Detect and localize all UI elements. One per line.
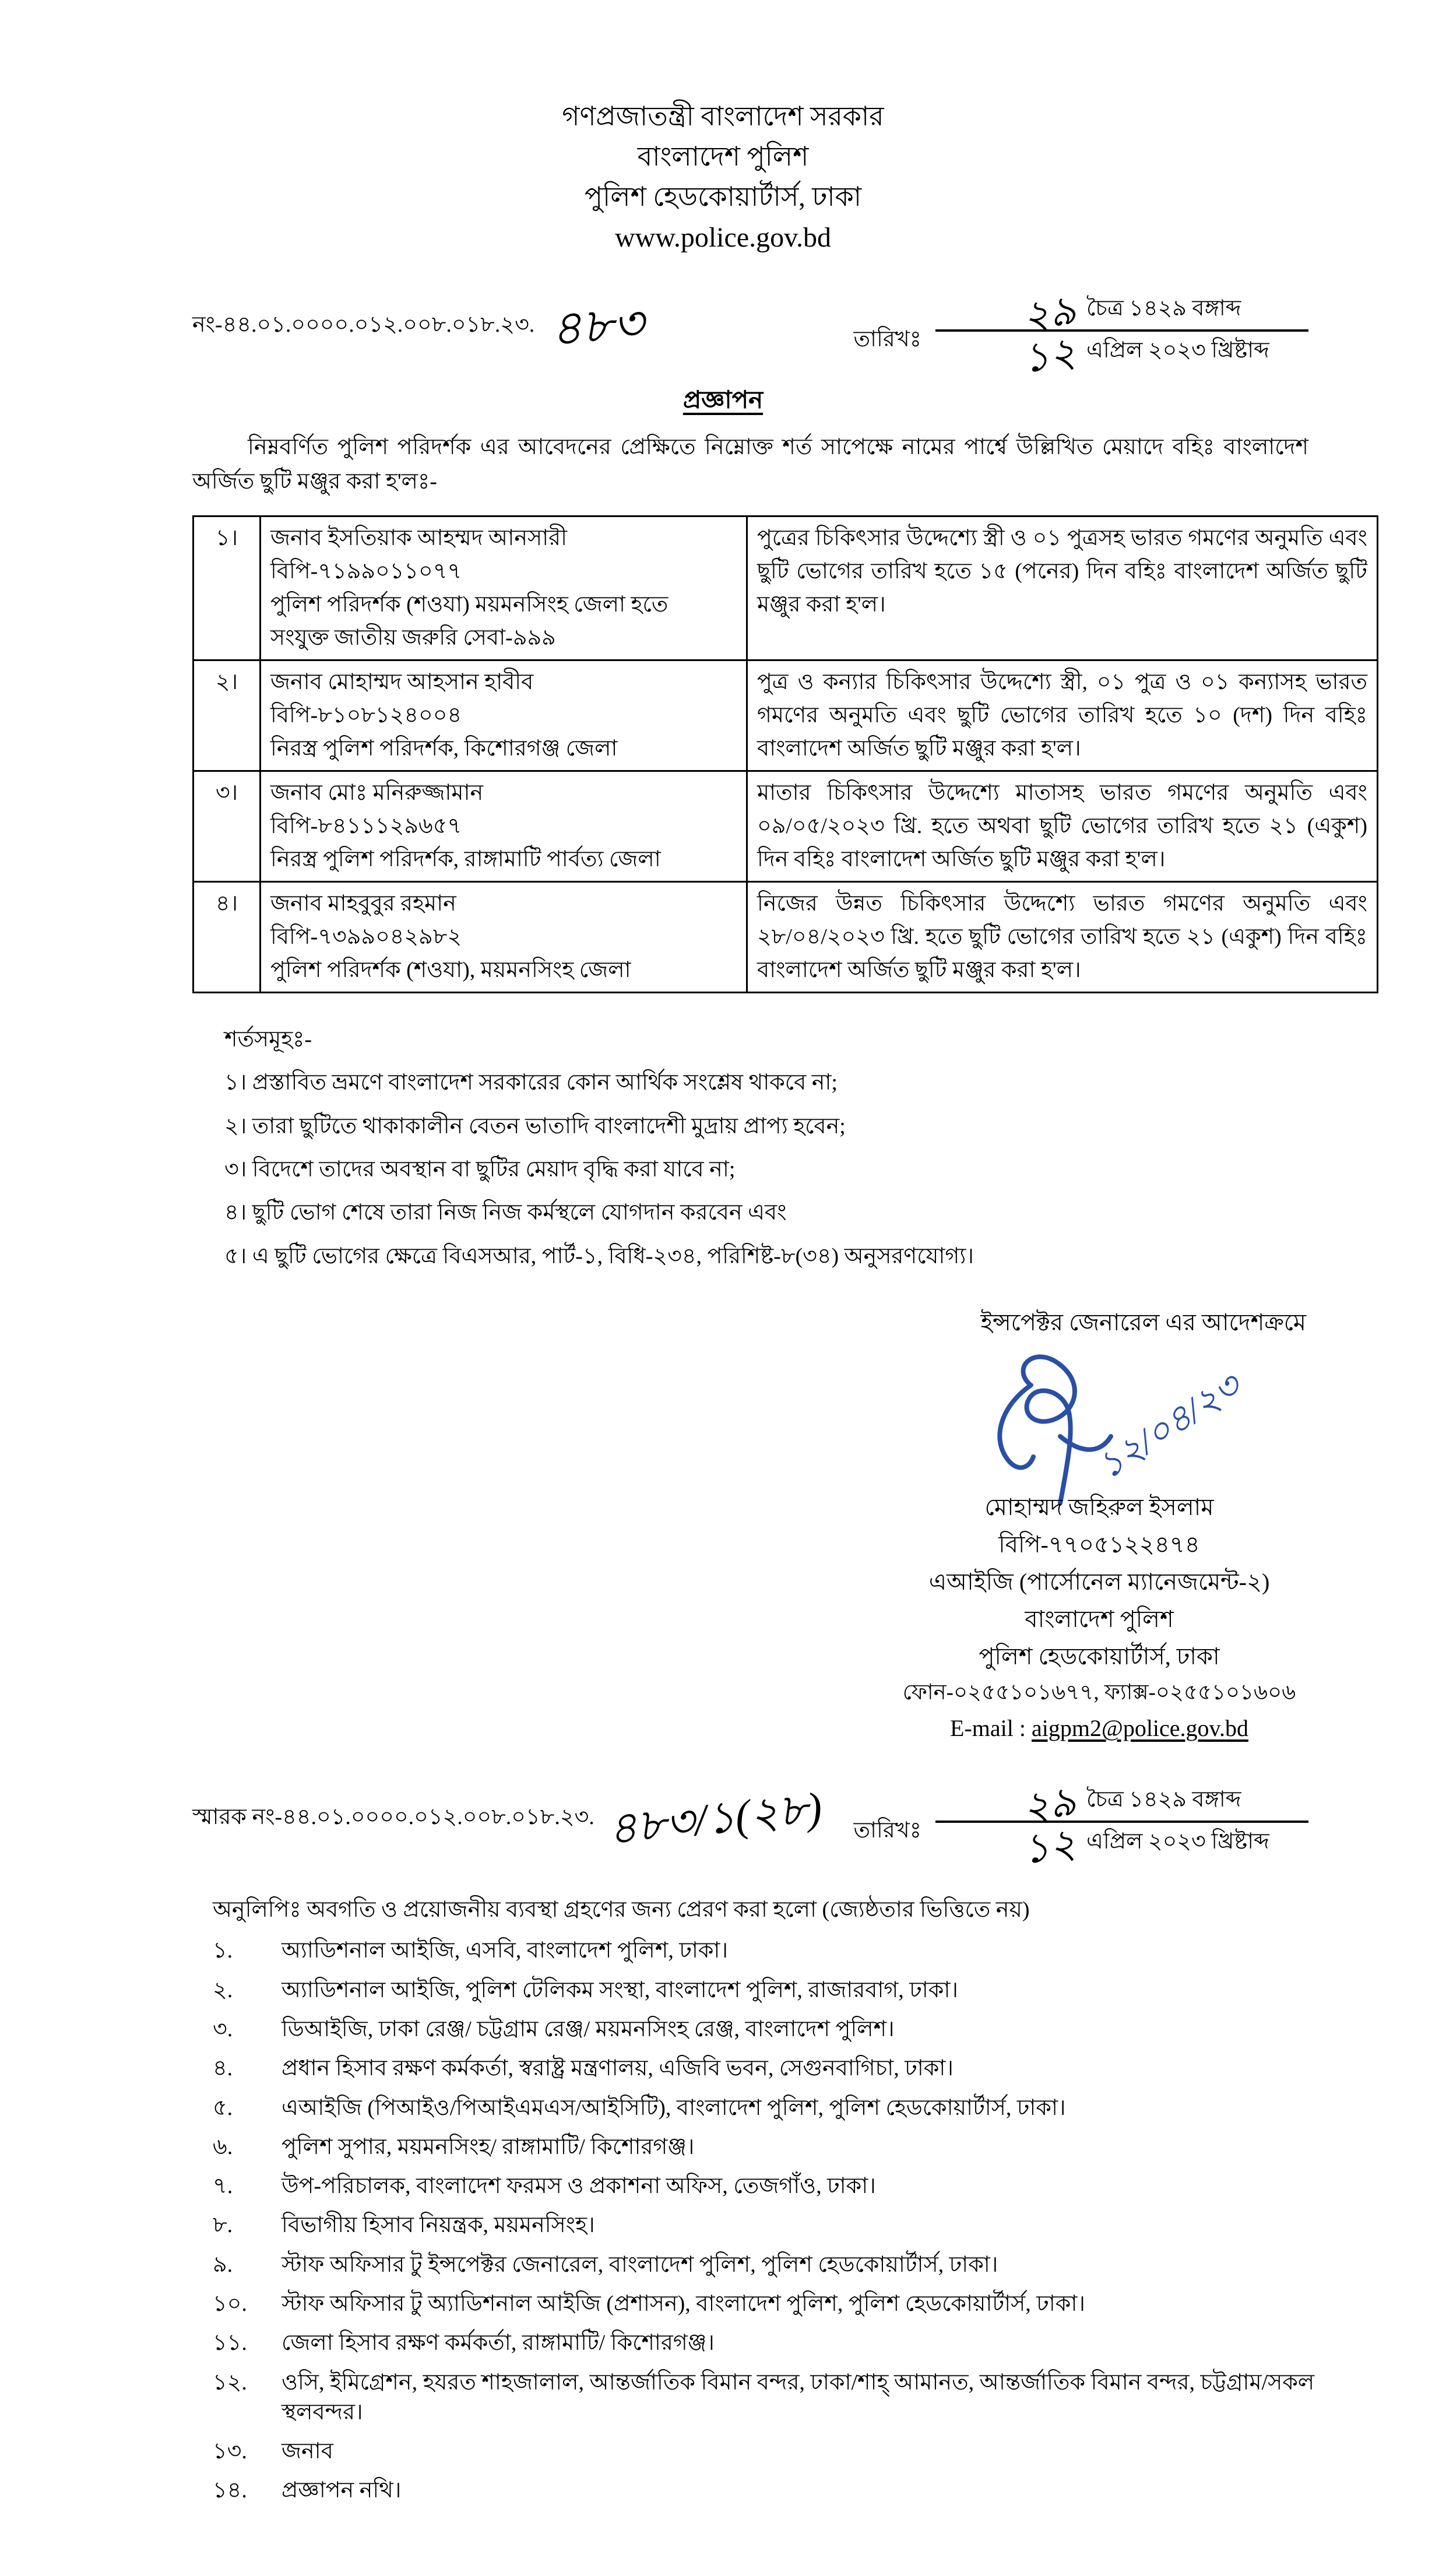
list-item-text: জেলা হিসাব রক্ষণ কর্মকর্তা, রাঙ্গামাটি/ কিশোরগঞ্জ। — [282, 2331, 715, 2356]
letterhead — [0, 0, 1446, 259]
intro-paragraph: নিম্নবর্ণিত পুলিশ পরিদর্শক এর আবেদনের প্রেক্ষিতে নিম্নোক্ত শর্ত সাপেক্ষে নামের পার্শ্বে উল্লিখিত মেয়াদে বহিঃ বাংলাদেশ অর্জিত ছুটি মঞ্জুর করা হ'লঃ- — [192, 435, 1308, 494]
condition-item: ১। প্রস্তাবিত ভ্রমণে বাংলাদেশ সরকারের কোন আর্থিক সংশ্লেষ থাকবে না; — [224, 1070, 838, 1095]
row-serial: ৪। — [193, 881, 261, 992]
conditions-section — [224, 1020, 1308, 1276]
signatory-name: মোহাম্মদ জহিরুল ইসলাম — [984, 1494, 1214, 1521]
date-greg-day-handwritten: ১২ — [1020, 1821, 1079, 1874]
date-block-bottom — [853, 1779, 1308, 1874]
memo-number — [192, 291, 646, 356]
list-item-number: ১. — [213, 1938, 233, 1963]
officer-bp: বিপি-৭৩৯৯০৪২৯৮২ — [270, 924, 462, 949]
officer-post: পুলিশ পরিদর্শক (শওযা) ময়মনসিংহ জেলা হতে — [270, 592, 669, 617]
list-item-text: পুলিশ সুপার, ময়মনসিংহ/ রাঙ্গামাটি/ কিশোরগঞ্জ। — [282, 2134, 695, 2159]
date-bangla-line — [935, 288, 1308, 340]
date-bangla-rest: চৈত্র ১৪২৯ বঙ্গাব্দ — [1086, 1787, 1241, 1812]
list-item — [213, 2093, 1388, 2123]
list-item — [213, 2437, 1388, 2466]
signatory-email-line — [822, 1710, 1376, 1747]
list-item-number: ৮. — [213, 2213, 233, 2238]
date-fraction — [935, 1779, 1308, 1874]
leave-table — [192, 515, 1378, 993]
date-bangla-day-handwritten: ২৯ — [1020, 1779, 1079, 1832]
table-row — [193, 516, 1378, 660]
officer-post: পুলিশ পরিদর্শক (শওযা), ময়মনসিংহ জেলা — [270, 957, 631, 982]
list-item-text: এআইজি (পিআইও/পিআইএমএস/আইসিটি), বাংলাদেশ পুলিশ, পুলিশ হেডকোয়ার্টার্স, ঢাকা। — [282, 2095, 1066, 2120]
list-item-text: ওসি, ইমিগ্রেশন, হযরত শাহজালাল, আন্তর্জাতিক বিমান বন্দর, ঢাকা/শাহ্ আমানত, আন্তর্জাতিক বিমান বন্দর, চট্টগ্রাম/সকল স্থলবন্দর। — [282, 2370, 1315, 2424]
table-row — [193, 771, 1378, 881]
distribution-list — [213, 1936, 1388, 2505]
signatory-org: বাংলাদেশ পুলিশ — [1025, 1606, 1174, 1633]
signatory-designation: এআইজি (পার্সোনেল ম্যানেজমেন্ট-২) — [928, 1569, 1270, 1595]
list-item — [213, 2328, 1388, 2358]
letterhead-government: গণপ্রজাতন্ত্রী বাংলাদেশ সরকার — [562, 101, 884, 131]
list-item-number: ১০. — [213, 2291, 247, 2316]
memo-ref-row — [192, 288, 1308, 382]
condition-item: ৫। এ ছুটি ভোগের ক্ষেত্রে বিএসআর, পার্ট-১, বিধি-২৩৪, পরিশিষ্ট-৮(৩৪) অনুসরণযোগ্য। — [224, 1243, 974, 1268]
email-label: E-mail : — [950, 1715, 1032, 1742]
list-item-number: ১১. — [213, 2331, 247, 2356]
list-item-number: ১২. — [213, 2370, 247, 2395]
conditions-heading: শর্তসমূহঃ- — [224, 1027, 312, 1052]
sarok-number-handwritten: ৪৮৩/১(২৮) — [606, 1783, 825, 1855]
list-item-number: ২. — [213, 1977, 233, 2002]
list-item — [213, 2054, 1388, 2083]
list-item — [213, 1936, 1388, 1966]
list-item-text: বিভাগীয় হিসাব নিয়ন্ত্রক, ময়মনসিংহ। — [282, 2213, 595, 2238]
row-serial: ১। — [193, 516, 261, 660]
sarok-number-label: স্মারক নং-৪৪.০১.০০০০.০১২.০০৮.০১৮.২৩. — [192, 1805, 594, 1830]
by-order-line: ইন্সপেক্টর জেনারেল এর আদেশক্রমে — [980, 1309, 1306, 1336]
signature-area — [0, 1349, 1318, 1512]
list-item-number: ৪. — [213, 2056, 233, 2081]
signature-handwritten-date: ১২/০৪/২৩ — [1090, 1366, 1248, 1487]
list-item — [213, 2132, 1388, 2162]
date-label: তারিখঃ — [853, 327, 921, 352]
row-leave-details: নিজের উন্নত চিকিৎসার উদ্দেশ্যে ভারত গমণের অনুমতি এবং ২৮/০৪/২০২৩ খ্রি. হতে ছুটি ভোগের তারিখ হতে ২১ (একুশ) দিন বহিঃ বাংলাদেশ অর্জিত ছুটি মঞ্জুর করা হ'ল। — [747, 881, 1378, 992]
memo-number-handwritten: ৪৮৩ — [548, 297, 646, 356]
condition-item: ৪। ছুটি ভোগ শেষে তারা নিজ নিজ কর্মস্থলে যোগদান করবেন এবং — [224, 1200, 787, 1225]
letterhead-website: www.police.gov.bd — [614, 222, 832, 253]
memo-number-label: নং-৪৪.০১.০০০০.০১২.০০৮.০১৮.২৩. — [192, 312, 535, 337]
list-item-text: অ্যাডিশনাল আইজি, এসবি, বাংলাদেশ পুলিশ, ঢাকা। — [282, 1938, 729, 1963]
distribution-heading: অনুলিপিঃ অবগতি ও প্রয়োজনীয় ব্যবস্থা গ্রহণের জন্য প্রেরণ করা হলো (জ্যেষ্ঠতার ভিত্তিতে নয়) — [213, 1897, 1030, 1923]
row-leave-details: পুত্রের চিকিৎসার উদ্দেশ্যে স্ত্রী ও ০১ পুত্রসহ ভারত গমণের অনুমতি এবং ছুটি ভোগের তারিখ হতে ১৫ (পনের) দিন বহিঃ বাংলাদেশ অর্জিত ছুটি মঞ্জুর করা হ'ল। — [747, 516, 1378, 660]
date-greg-rest: এপ্রিল ২০২৩ খ্রিষ্টাব্দ — [1086, 1829, 1269, 1854]
page-title: প্রজ্ঞাপন — [682, 387, 764, 414]
sarok-number — [192, 1782, 825, 1855]
list-item-text: স্টাফ অফিসার টু ইন্সপেক্টর জেনারেল, বাংলাদেশ পুলিশ, পুলিশ হেডকোয়ার্টার্স, ঢাকা। — [282, 2252, 998, 2277]
row-officer-info — [261, 516, 747, 660]
list-item-text: স্টাফ অফিসার টু অ্যাডিশনাল আইজি (প্রশাসন), বাংলাদেশ পুলিশ, পুলিশ হেডকোয়ার্টার্স, ঢাকা। — [282, 2291, 1085, 2316]
date-bangla-day-handwritten: ২৯ — [1020, 288, 1079, 340]
email-address: aigpm2@police.gov.bd — [1032, 1715, 1248, 1742]
officer-name: জনাব মোঃ মনিরুজ্জামান — [270, 780, 484, 805]
list-item-number: ১৪. — [213, 2478, 247, 2503]
list-item-number: ৩. — [213, 2016, 233, 2041]
list-item-text: প্রজ্ঞাপন নথি। — [282, 2478, 402, 2503]
date-bangla-rest: চৈত্র ১৪২৯ বঙ্গাব্দ — [1086, 296, 1241, 321]
list-item — [213, 2476, 1388, 2505]
date-gregorian-line — [935, 330, 1308, 382]
list-item-text: জনাব — [282, 2439, 333, 2464]
officer-post: নিরস্ত্র পুলিশ পরিদর্শক, কিশোরগঞ্জ জেলা — [270, 736, 618, 761]
date-fraction — [935, 288, 1308, 382]
list-item-text: অ্যাডিশনাল আইজি, পুলিশ টেলিকম সংস্থা, বাংলাদেশ পুলিশ, রাজারবাগ, ঢাকা। — [282, 1977, 959, 2002]
date-bangla-line — [935, 1779, 1308, 1832]
list-item-number: ৭. — [213, 2174, 233, 2199]
officer-name: জনাব মোহাম্মদ আহসান হাবীব — [270, 669, 534, 694]
signatory-office: পুলিশ হেডকোয়ার্টার্স, ঢাকা — [979, 1643, 1220, 1670]
row-officer-info — [261, 881, 747, 992]
list-item-text: প্রধান হিসাব রক্ষণ কর্মকর্তা, স্বরাষ্ট্র মন্ত্রণালয়, এজিবি ভবন, সেগুনবাগিচা, ঢাকা। — [282, 2056, 954, 2081]
list-item-number: ৫. — [213, 2095, 233, 2120]
officer-post2: সংযুক্ত জাতীয় জরুরি সেবা-৯৯৯ — [270, 625, 556, 650]
row-leave-details: পুত্র ও কন্যার চিকিৎসার উদ্দেশ্যে স্ত্রী, ০১ পুত্র ও ০১ কন্যাসহ ভারত গমণের অনুমতি এবং ছুটি ভোগের তারিখ হতে ১০ (দশ) দিন বহিঃ বাংলাদেশ অর্জিত ছুটি মঞ্জুর করা হ'ল। — [747, 660, 1378, 771]
distribution-section — [213, 1893, 1388, 2505]
letterhead-org: বাংলাদেশ পুলিশ — [637, 142, 809, 171]
list-item — [213, 2210, 1388, 2240]
officer-bp: বিপি-৭১৯৯০১১০৭৭ — [270, 558, 462, 584]
signatory-phone-fax: ফোন-০২৫৫১০১৬৭৭, ফ্যাক্স-০২৫৫১০১৬০৬ — [902, 1681, 1296, 1705]
officer-name: জনাব মাহবুবুর রহমান — [270, 891, 456, 916]
letterhead-office: পুলিশ হেডকোয়ার্টার্স, ঢাকা — [584, 182, 862, 212]
list-item-number: ৯. — [213, 2252, 233, 2277]
signatory-block — [0, 1489, 1376, 1747]
table-row — [193, 881, 1378, 992]
row-leave-details: মাতার চিকিৎসার উদ্দেশ্যে মাতাসহ ভারত গমণের অনুমতি এবং ০৯/০৫/২০২৩ খ্রি. হতে অথবা ছুটি ভোগের তারিখ হতে ২১ (একুশ) দিন বহিঃ বাংলাদেশ অর্জিত ছুটি মঞ্জুর করা হ'ল। — [747, 771, 1378, 881]
row-officer-info — [261, 660, 747, 771]
list-item — [213, 2289, 1388, 2319]
condition-item: ২। তারা ছুটিতে থাকাকালীন বেতন ভাতাদি বাংলাদেশী মুদ্রায় প্রাপ্য হবেন; — [224, 1113, 846, 1138]
officer-name: জনাব ইসতিয়াক আহম্মদ আনসারী — [270, 525, 567, 550]
date-gregorian-line — [935, 1821, 1308, 1874]
list-item — [213, 1976, 1388, 2005]
officer-bp: বিপি-৮১০৮১২৪০০৪ — [270, 702, 462, 728]
table-row — [193, 660, 1378, 771]
list-item — [213, 2015, 1388, 2044]
row-serial: ৩। — [193, 771, 261, 881]
list-item — [213, 2250, 1388, 2280]
condition-item: ৩। বিদেশে তাদের অবস্থান বা ছুটির মেয়াদ বৃদ্ধি করা যাবে না; — [224, 1157, 736, 1182]
list-item — [213, 2368, 1388, 2428]
sarok-ref-row — [192, 1779, 1308, 1874]
signatory-bp: বিপি-৭৭০৫১২২৪৭৪ — [998, 1531, 1200, 1558]
officer-bp: বিপি-৮৪১১১২৯৬৫৭ — [270, 813, 462, 838]
date-block-top — [853, 288, 1308, 382]
signature-scribble — [910, 1349, 1318, 1512]
date-label: তারিখঃ — [853, 1818, 921, 1843]
list-item-number: ৬. — [213, 2134, 233, 2159]
list-item-text: ডিআইজি, ঢাকা রেঞ্জ/ চট্টগ্রাম রেঞ্জ/ ময়মনসিংহ রেঞ্জ, বাংলাদেশ পুলিশ। — [282, 2016, 895, 2041]
date-greg-rest: এপ্রিল ২০২৩ খ্রিষ্টাব্দ — [1086, 338, 1269, 363]
list-item-text: উপ-পরিচালক, বাংলাদেশ ফরমস ও প্রকাশনা অফিস, তেজগাঁও, ঢাকা। — [282, 2174, 876, 2199]
list-item-number: ১৩. — [213, 2439, 247, 2464]
row-officer-info — [261, 771, 747, 881]
list-item — [213, 2171, 1388, 2201]
row-serial: ২। — [193, 660, 261, 771]
officer-post: নিরস্ত্র পুলিশ পরিদর্শক, রাঙ্গামাটি পার্বত্য জেলা — [270, 846, 661, 871]
date-greg-day-handwritten: ১২ — [1020, 330, 1079, 382]
